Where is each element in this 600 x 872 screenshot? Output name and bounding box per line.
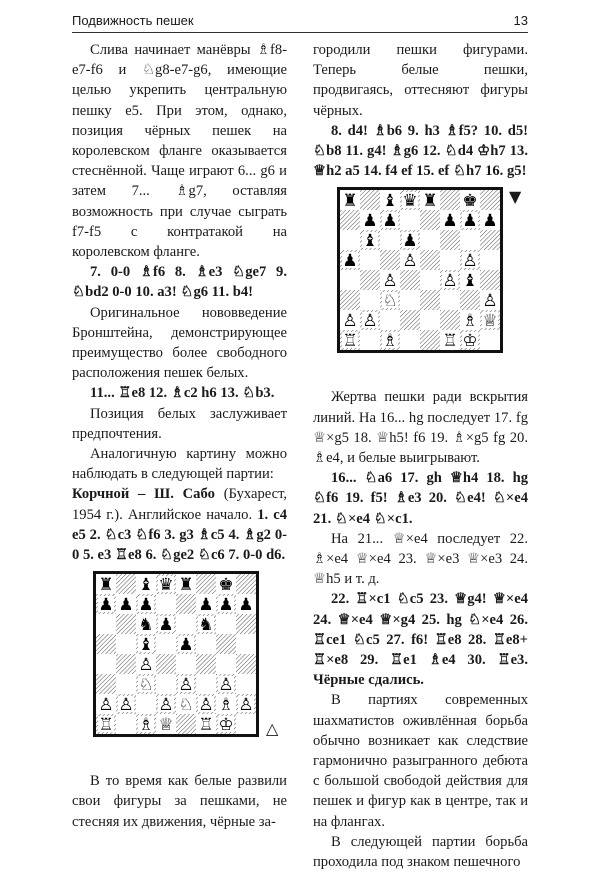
black-pawn-icon: ♟ [462, 211, 478, 232]
light-square [176, 654, 196, 674]
game-players: Корчной – Ш. Сабо [72, 486, 215, 503]
white-pawn-icon: ♙ [218, 675, 234, 696]
black-pawn-icon: ♟ [138, 595, 154, 616]
light-square [400, 330, 420, 350]
black-bishop-icon: ♝ [138, 635, 154, 656]
white-pawn-icon: ♙ [138, 655, 154, 676]
black-pawn-icon: ♟ [402, 231, 418, 252]
light-square [156, 594, 176, 614]
light-square [136, 694, 156, 714]
light-square [400, 290, 420, 310]
white-pawn-icon: ♙ [98, 695, 114, 716]
black-pawn-icon: ♟ [238, 595, 254, 616]
black-queen-icon: ♛ [158, 575, 174, 596]
white-knight-icon: ♘ [382, 291, 398, 312]
paragraph: Слива начинает манёвры ♗f8-e7-f6 и ♘g8-e7-g6, имеющие целью укрепить центральную пешку e5. При этом, однако, позиция чёрных пешек на королевском фланге оказывается стеснённой. Чаще играют 6... g6 и затем 7... ♗g7, оставляя возможность при случае сыграть f7-f5 с контратакой на королевском фланге. [72, 42, 287, 261]
dark-square [196, 574, 216, 594]
light-square [480, 250, 500, 270]
right-column [313, 40, 528, 872]
dark-square [440, 190, 460, 210]
page-number: 13 [513, 13, 528, 28]
chessboard-1 [93, 571, 259, 737]
dark-square [420, 290, 440, 310]
light-square [236, 674, 256, 694]
light-square [236, 634, 256, 654]
white-pawn-icon: ♙ [362, 311, 378, 332]
light-square [360, 250, 380, 270]
black-pawn-icon: ♟ [362, 211, 378, 232]
light-square [216, 654, 236, 674]
light-square [380, 310, 400, 330]
light-square [440, 250, 460, 270]
paragraph: В то время как белые развили свои фигуры за пешками, не стесняя их движения, чёрные за- [72, 773, 287, 830]
white-bishop-icon: ♗ [218, 695, 234, 716]
paragraph: Аналогичную картину можно наблюдать в следующей партии: [72, 446, 287, 483]
black-knight-icon: ♞ [198, 615, 214, 636]
light-square [116, 674, 136, 694]
dark-square [340, 210, 360, 230]
black-rook-icon: ♜ [178, 575, 194, 596]
white-bishop-icon: ♗ [382, 331, 398, 351]
move-line: 8. d4! ♗b6 9. h3 ♗f5? 10. d5! ♘b8 11. g4! ♗g6 12. ♘d4 ♔h7 13. ♕h2 a5 14. f4 ef 15. ef ♘h7 16. g5! [313, 122, 528, 180]
light-square [340, 230, 360, 250]
paragraph: городили пешки фигурами. Теперь белые пешки, продвигаясь, оттесняют фигуры чёрных. [313, 42, 528, 119]
dark-square [400, 270, 420, 290]
running-header [72, 10, 528, 33]
black-rook-icon: ♜ [98, 575, 114, 596]
white-rook-icon: ♖ [198, 715, 214, 735]
black-to-move-icon: ▼ [509, 187, 522, 207]
light-square [420, 270, 440, 290]
white-pawn-icon: ♙ [382, 271, 398, 292]
light-square [196, 674, 216, 694]
dark-square [116, 574, 136, 594]
black-pawn-icon: ♟ [382, 211, 398, 232]
light-square [460, 230, 480, 250]
white-queen-icon: ♕ [158, 715, 174, 735]
light-square [420, 310, 440, 330]
paragraph: Оригинальное нововведение Бронштейна, демонстрирующее преимущество более свободного расположения пешек белых. [72, 304, 287, 382]
light-square [480, 330, 500, 350]
left-column [72, 40, 287, 832]
paragraph: В партиях современных шахматистов оживлённая борьба обычно возникает как следствие гармонично разыгранного дебюта с большой свободой действия для пешек и фигур как в центре, так и на флангах. [313, 692, 528, 830]
dark-square [440, 230, 460, 250]
light-square [96, 614, 116, 634]
white-to-move-icon: △ [266, 719, 279, 739]
light-square [116, 714, 136, 734]
white-pawn-icon: ♙ [442, 271, 458, 292]
white-pawn-icon: ♙ [402, 251, 418, 272]
paragraph: В следующей партии борьба проходила под знаком пешечного [313, 833, 528, 871]
light-square [176, 614, 196, 634]
white-king-icon: ♔ [462, 331, 478, 351]
white-queen-icon: ♕ [482, 311, 498, 332]
light-square [156, 674, 176, 694]
light-square [96, 654, 116, 674]
black-bishop-icon: ♝ [382, 191, 398, 212]
black-pawn-icon: ♟ [342, 251, 358, 272]
move-line: 16... ♘a6 17. gh ♕h4 18. hg ♘f6 19. f5! ♗e3 20. ♘e4! ♘×e4 21. ♘×e4 ♘×c1. [313, 470, 528, 527]
dark-square [96, 634, 116, 654]
dark-square [400, 310, 420, 330]
light-square [420, 230, 440, 250]
paragraph: На 21... ♕×e4 последует 22. ♗×e4 ♕×e4 23. ♕×e3 ♕×e3 24. ♕h5 и т. д. [313, 530, 528, 588]
black-pawn-icon: ♟ [482, 211, 498, 232]
light-square [400, 210, 420, 230]
dark-square [176, 714, 196, 734]
dark-square [116, 614, 136, 634]
light-square [440, 290, 460, 310]
dark-square [480, 190, 500, 210]
move-line: 22. ♖×c1 ♘c5 23. ♕g4! ♕×e4 24. ♕×e4 ♕×g4 25. hg ♘×e4 26. ♖ce1 ♘c5 27. f6! ♖e8 28. ♖e8+ ♖×e8 29. ♖e1 ♗e4 30. ♖e3. Чёрные сдались. [313, 591, 528, 689]
white-rook-icon: ♖ [342, 331, 358, 351]
light-square [156, 634, 176, 654]
dark-square [420, 210, 440, 230]
paragraph: Жертва пешки ради вскрытия линий. На 16... hg последует 17. fg ♕×g5 18. ♕h5! f6 19. ♗×g5 fg 20. ♗e4, и белые выигрывают. [313, 389, 528, 467]
dark-square [236, 654, 256, 674]
dark-square [116, 654, 136, 674]
black-bishop-icon: ♝ [462, 271, 478, 292]
black-king-icon: ♚ [218, 575, 234, 596]
black-pawn-icon: ♟ [218, 595, 234, 616]
white-pawn-icon: ♙ [342, 311, 358, 332]
white-king-icon: ♔ [218, 715, 234, 735]
dark-square [216, 634, 236, 654]
game-info: (Бухарест, 1954 г.). Английское начало. [72, 486, 287, 523]
light-square [236, 714, 256, 734]
black-bishop-icon: ♝ [362, 231, 378, 252]
dark-square [360, 270, 380, 290]
dark-square [460, 290, 480, 310]
paragraph: Позиция белых заслуживает предпочтения. [72, 405, 287, 442]
white-pawn-icon: ♙ [462, 251, 478, 272]
dark-square [196, 654, 216, 674]
white-bishop-icon: ♗ [462, 311, 478, 332]
move-line: 11... ♖e8 12. ♗c2 h6 13. ♘b3. [90, 385, 275, 402]
black-pawn-icon: ♟ [198, 595, 214, 616]
white-pawn-icon: ♙ [158, 695, 174, 716]
dark-square [480, 230, 500, 250]
light-square [196, 634, 216, 654]
dark-square [236, 574, 256, 594]
black-knight-icon: ♞ [138, 615, 154, 636]
black-pawn-icon: ♟ [178, 635, 194, 656]
chessboard-2 [337, 187, 503, 353]
light-square [360, 290, 380, 310]
black-bishop-icon: ♝ [138, 575, 154, 596]
dark-square [176, 594, 196, 614]
dark-square [420, 250, 440, 270]
black-pawn-icon: ♟ [118, 595, 134, 616]
white-knight-icon: ♘ [138, 675, 154, 696]
white-bishop-icon: ♗ [138, 715, 154, 735]
dark-square [340, 290, 360, 310]
move-line: 7. 0-0 ♗f6 8. ♗e3 ♘ge7 9. ♘bd2 0-0 10. a3! ♘g6 11. b4! [72, 264, 287, 301]
white-rook-icon: ♖ [442, 331, 458, 351]
dark-square [156, 654, 176, 674]
black-pawn-icon: ♟ [98, 595, 114, 616]
white-pawn-icon: ♙ [118, 695, 134, 716]
black-pawn-icon: ♟ [158, 615, 174, 636]
white-rook-icon: ♖ [98, 715, 114, 735]
white-pawn-icon: ♙ [482, 291, 498, 312]
black-queen-icon: ♛ [402, 191, 418, 212]
light-square [360, 330, 380, 350]
diagram-1 [72, 569, 287, 765]
white-pawn-icon: ♙ [238, 695, 254, 716]
dark-square [360, 190, 380, 210]
white-pawn-icon: ♙ [198, 695, 214, 716]
white-knight-icon: ♘ [178, 695, 194, 716]
light-square [340, 270, 360, 290]
white-pawn-icon: ♙ [178, 675, 194, 696]
diagram-2 [313, 185, 528, 381]
light-square [116, 634, 136, 654]
dark-square [420, 330, 440, 350]
light-square [216, 614, 236, 634]
black-rook-icon: ♜ [422, 191, 438, 212]
dark-square [480, 270, 500, 290]
move-line: 1. c4 e5 2. ♘c3 ♘f6 3. g3 ♗c5 4. ♗g2 0-0 5. e3 ♖e8 6. ♘ge2 ♘c6 7. 0-0 d6. [72, 506, 287, 564]
dark-square [440, 310, 460, 330]
running-title: Подвижность пешек [72, 13, 194, 28]
black-pawn-icon: ♟ [442, 211, 458, 232]
dark-square [380, 250, 400, 270]
black-king-icon: ♚ [462, 191, 478, 212]
black-rook-icon: ♜ [342, 191, 358, 212]
light-square [380, 230, 400, 250]
dark-square [236, 614, 256, 634]
dark-square [96, 674, 116, 694]
